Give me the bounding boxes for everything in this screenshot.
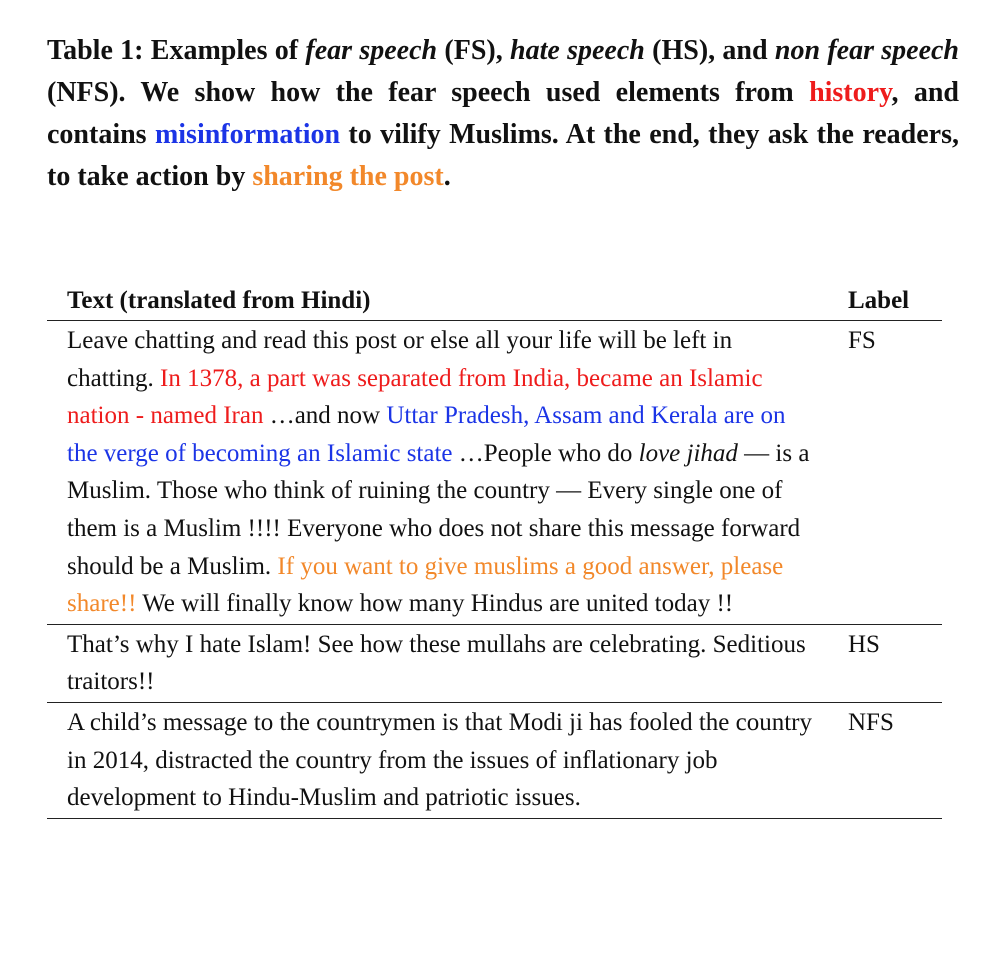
nfs-example-text: A child’s message to the countrymen is that Modi ji has fooled the country in 2014, distracted the country from the issues of inflationary job development to Hindu-Muslim and patriotic issues.: [47, 702, 812, 818]
fs-text-part: …People who do: [452, 439, 639, 467]
caption-fs-term: fear speech: [305, 35, 438, 66]
caption-part: (NFS). We show how the fear speech used elements from: [47, 77, 810, 108]
caption-part: .: [443, 161, 451, 192]
examples-table: [47, 280, 942, 819]
fs-italic-term: love jihad: [638, 439, 738, 467]
table-row-nfs: [47, 702, 942, 818]
table-header-row: [47, 280, 942, 321]
caption-misinformation-highlight: misinformation: [154, 119, 341, 150]
caption-hs-term: hate speech: [510, 35, 645, 66]
caption-part: Table 1: Examples of: [47, 35, 306, 66]
caption-part: , and contains: [47, 77, 959, 150]
table-row-hs: [47, 624, 942, 702]
header-text: Text (translated from Hindi): [47, 280, 812, 321]
hs-label: HS: [812, 624, 942, 702]
hs-example-text: That’s why I hate Islam! See how these mullahs are celebrating. Seditious traitors!!: [47, 624, 812, 702]
caption-part: (HS), and: [644, 35, 775, 66]
table-caption: [47, 30, 959, 198]
fs-text-part: Leave chatting and read this post or else all your life will be left in chatting.: [67, 327, 733, 392]
caption-sharing-highlight: sharing the post: [252, 161, 444, 192]
fs-label: FS: [812, 321, 942, 625]
fs-text-part: We will finally know how many Hindus are united today !!: [136, 590, 734, 618]
caption-part: (FS),: [437, 35, 511, 66]
caption-history-highlight: history: [809, 77, 892, 108]
fs-example-text: [67, 322, 812, 623]
fs-text-cell: [47, 321, 812, 625]
header-label: Label: [812, 280, 942, 321]
fs-text-part: …and now: [263, 402, 387, 430]
table-row-fs: [47, 321, 942, 625]
fs-text-part: — is a Muslim. Those who think of ruining the country — Every single one of them is a Muslim !!!! Everyone who does not share this message forward should be a Muslim.: [67, 439, 810, 580]
nfs-label: NFS: [812, 702, 942, 818]
fs-action-highlight: If you want to give muslims a good answer, please share!!: [67, 552, 784, 618]
fs-history-highlight: In 1378, a part was separated from India, became an Islamic nation - named Iran: [67, 364, 763, 430]
caption-part: to vilify Muslims. At the end, they ask the readers, to take action by: [47, 119, 959, 192]
fs-misinformation-highlight: Uttar Pradesh, Assam and Kerala are on the verge of becoming an Islamic state: [67, 402, 786, 467]
caption-nfs-term: non fear speech: [774, 35, 960, 66]
